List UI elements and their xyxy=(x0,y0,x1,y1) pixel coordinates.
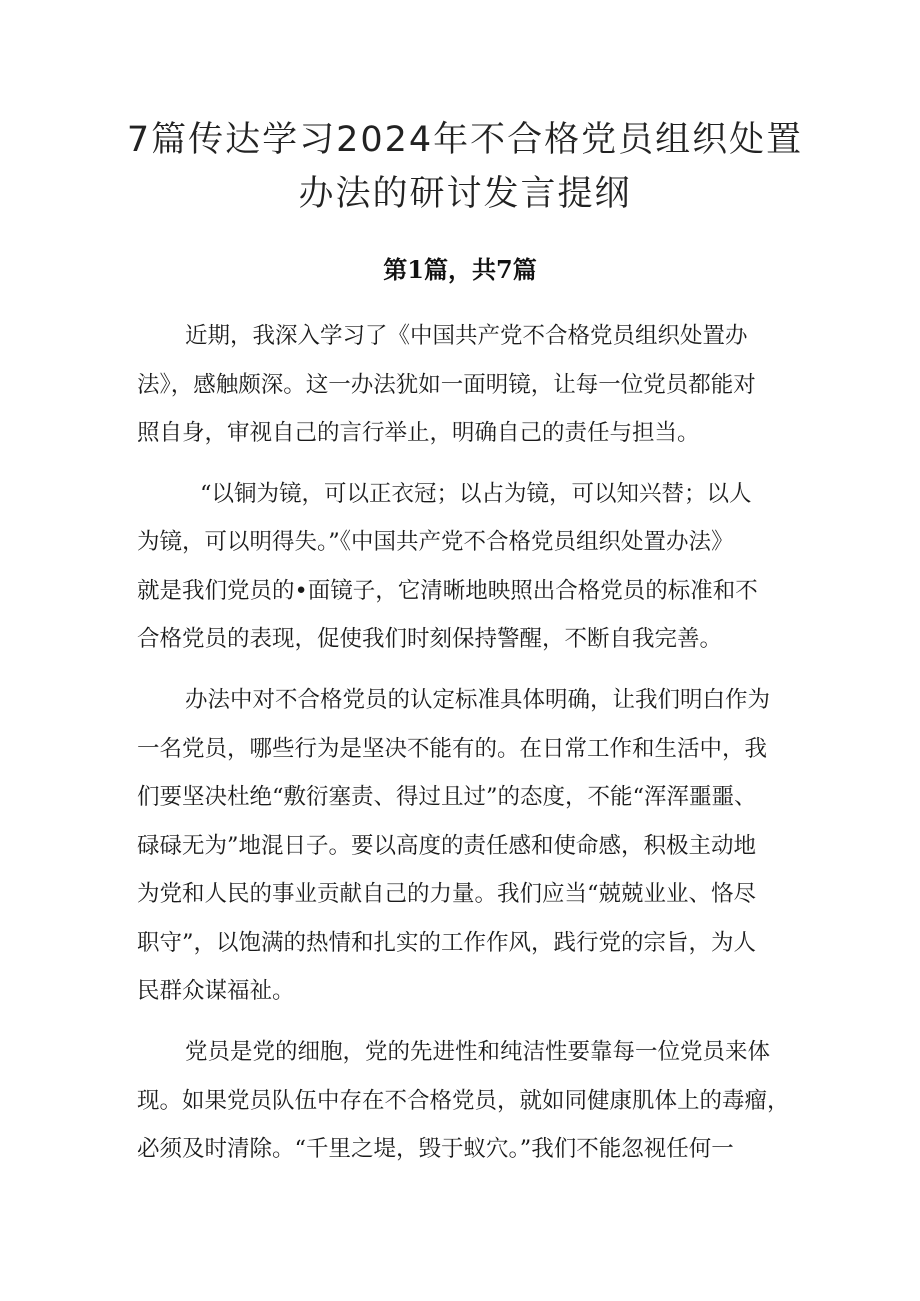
paragraph-4-line-1: 党员是党的细胞，党的先进性和纯洁性要靠每一位党员来体 xyxy=(185,1039,771,1065)
document-title-line-1: 7篇传达学习2024年不合格党员组织处置 xyxy=(126,120,804,160)
paragraph-3-line-4: 碌碌无为”地混日子。要以高度的责任感和使命感，积极主动地 xyxy=(137,833,757,859)
paragraph-3-line-5: 为党和人民的事业贡献自己的力量。我们应当“兢兢业业、恪尽 xyxy=(137,881,757,907)
document-title-line-2: 办法的研讨发言提纲 xyxy=(298,174,632,214)
paragraph-2-line-1: “以铜为镜，可以正衣冠；以占为镜，可以知兴替；以人 xyxy=(200,481,752,507)
document-subtitle: 第1篇，共7篇 xyxy=(383,255,537,284)
paragraph-2-line-4: 合格党员的表现，促使我们时刻保持警醒，不断自我完善。 xyxy=(137,626,723,652)
paragraph-3-line-7: 民群众谋福祉。 xyxy=(137,978,295,1004)
paragraph-3-line-2: 一名党员，哪些行为是坚决不能有的。在日常工作和生活中，我 xyxy=(137,736,768,762)
paragraph-2-line-2: 为镜，可以明得失。”《中国共产党不合格党员组织处置办法》 xyxy=(137,529,734,555)
paragraph-3-line-6: 职守”，以饱满的热情和扎实的工作作风，践行党的宗旨，为人 xyxy=(137,930,757,956)
paragraph-4-line-3: 必须及时清除。“千里之堤，毁于蚁穴。”我们不能忽视任何一 xyxy=(137,1136,734,1162)
paragraph-3-line-3: 们要坚决杜绝“敷衍塞责、得过且过”的态度，不能“浑浑噩噩、 xyxy=(137,784,757,810)
paragraph-1-line-2: 法》，感触颇深。这一办法犹如一面明镜，让每一位党员都能对 xyxy=(137,372,756,398)
paragraph-4-line-2: 现。如果党员队伍中存在不合格党员，就如同健康肌体上的毒瘤， xyxy=(137,1088,790,1114)
paragraph-2-line-3: 就是我们党员的•面镜子，它清晰地映照出合格党员的标准和不 xyxy=(137,578,758,604)
paragraph-3-line-1: 办法中对不合格党员的认定标准具体明确，让我们明白作为 xyxy=(185,687,771,713)
paragraph-1-line-1: 近期，我深入学习了《中国共产党不合格党员组织处置办 xyxy=(185,323,748,349)
paragraph-1-line-3: 照自身，审视自己的言行举止，明确自己的责任与担当。 xyxy=(137,420,700,446)
